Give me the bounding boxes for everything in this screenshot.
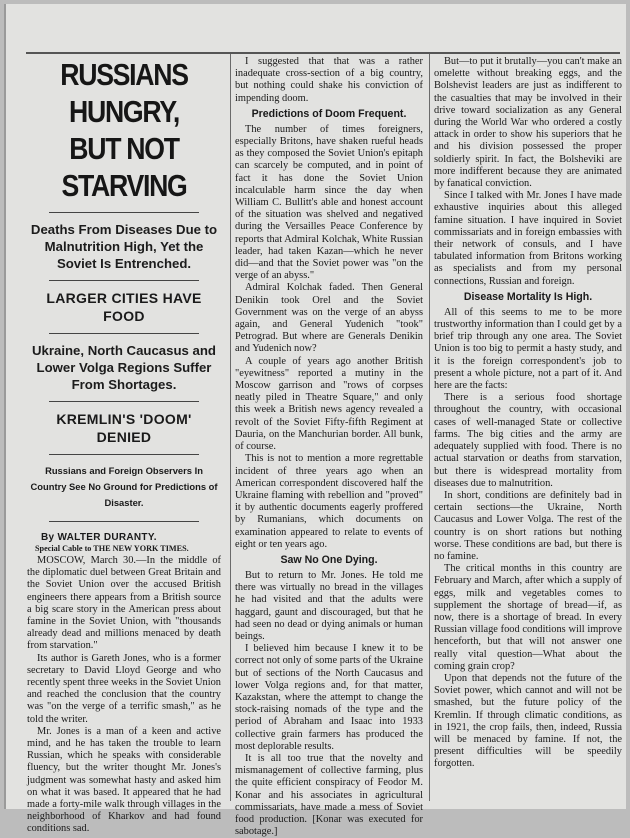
column-2 [235, 56, 423, 838]
column-3 [434, 56, 622, 771]
article-paragraph: I suggested that that was a rather inadequate cross-section of a big country, but nothing could shake his conviction of impending doom. [235, 56, 423, 104]
article-paragraph: Upon that depends not the future of the Soviet power, which cannot and will not be smashed, but the future policy of the Kremlin. If through climatic conditions, as in 1921, the crop fails, then, indeed, Russia will be menaced by famine. If not, the present difficulties will be speedily forgotten. [434, 672, 622, 770]
column-rule [230, 54, 231, 801]
divider [49, 401, 199, 402]
deck-5: Russians and Foreign Observers In Country See No Ground for Predictions of Disaster. [30, 465, 218, 508]
newspaper-page [4, 4, 626, 838]
divider [49, 212, 199, 213]
divider [49, 454, 199, 455]
article-paragraph: But—to put it brutally—you can't make an omelette without breaking eggs, and the Bolshevist leaders are just as indifferent to the casualties that may be involved in their drive toward socialization as any General during the World War who ordered a costly attack in order to show his superiors that he and his division possessed the proper soldierly spirit. In fact, the Bolsheviki are more indifferent because they are animated by fanatical conviction. [434, 56, 622, 190]
headline-line-1: RUSSIANS HUNGRY, [60, 57, 188, 129]
article-paragraph: But to return to Mr. Jones. He told me there was virtually no bread in the villages he had visited and that the adults were haggard, gaunt and discouraged, but that he had seen no dead or dying animals or human beings. [235, 569, 423, 642]
article-paragraph: In short, conditions are definitely bad in certain sections—the Ukraine, North Caucasus and Lower Volga. The rest of the country is on short rations but nothing worse. These conditions are bad, but there is no famine. [434, 489, 622, 562]
byline-credit: Special Cable to THE NEW YORK TIMES. [35, 544, 189, 553]
article-paragraph: Its author is Gareth Jones, who is a former secretary to David Lloyd George and who recently spent three weeks in the Soviet Union and reached the conclusion that the country was "on the verge of a terrific smash," as he told the writer. [27, 652, 221, 725]
article-paragraph: All of this seems to me to be more trustworthy information than I could get by a brief trip through any one area. The Soviet Union is too big to permit a hasty study, and it is the foreign correspondent's job to present a whole picture, not a part of it. And here are the facts: [434, 306, 622, 392]
article-paragraph: I believed him because I knew it to be correct not only of some parts of the Ukraine but of sections of the North Caucasus and lower Volga regions and, for that matter, Kazakstan, where the attempt to change the stock-raising nomads of the type and the period of Abraham and Isaac into 1933 collective grain farmers has produced the most deplorable results. [235, 643, 423, 752]
subhead: Disease Mortality Is High. [463, 290, 593, 303]
column-1 [27, 56, 221, 836]
divider [49, 521, 199, 522]
deck-4: KREMLIN'S 'DOOM' DENIED [56, 411, 192, 445]
headline-main [29, 56, 220, 204]
column-rule [429, 54, 430, 801]
article-paragraph: Admiral Kolchak faded. Then General Denikin took Orel and the Soviet Government was on the verge of an abyss again, and General Yudenich "took" Petrograd. But where are Generals Denikin and Yudenich now? [235, 282, 423, 355]
article-paragraph: The number of times foreigners, especially Britons, have shaken rueful heads as they composed the Soviet Union's epitaph can scarcely be computed, and in point of fact it has done the Soviet Union incalculable harm since the day when William C. Bullitt's able and honest account of the situation was shelved and negatived during the Versailles Peace Conference by reports that Admiral Kolchak, White Russian leader, had taken Kazan—which he never did—and that the Soviet power was "on the verge of an abyss." [235, 123, 423, 282]
article-paragraph: MOSCOW, March 30.—In the middle of the diplomatic duel between Great Britain and the Soviet Union over the accused British engineers there appears from a British source a big scare story in the American press about famine in the Soviet Union, with "thousands already dead and millions menaced by death from starvation." [27, 555, 221, 652]
subhead: Predictions of Doom Frequent. [251, 107, 407, 120]
deck-3: Ukraine, North Caucasus and Lower Volga Regions Suffer From Shortages. [32, 343, 216, 392]
divider [49, 280, 199, 281]
deck-2: LARGER CITIES HAVE FOOD [46, 290, 202, 324]
article-paragraph: This is not to mention a more regrettable incident of three years ago when an American correspondent discovered half the Ukraine flaming with rebellion and "proved" it by authentic documents eagerly proffered by Rumanians, which documents on examination appeared to relate to events of eight or ten years ago. [235, 453, 423, 550]
article-paragraph: It is all too true that the novelty and mismanagement of collective farming, plus the quite efficient conspiracy of Feodor M. Konar and his associates in agricultural commissariats, have made a mess of Soviet food production. [Konar was executed for sabotage.] [235, 752, 423, 838]
deck-1: Deaths From Diseases Due to Malnutrition High, Yet the Soviet Is Entrenched. [30, 222, 218, 271]
divider [49, 333, 199, 334]
headline-line-2: BUT NOT STARVING [61, 131, 187, 203]
subhead: Saw No One Dying. [280, 553, 378, 566]
article-paragraph: Since I talked with Mr. Jones I have made exhaustive inquiries about this alleged famine situation. I have inquired in Soviet commissariats and in foreign embassies with their network of consuls, and I have tabulated information from Britons working as specialists and from my personal connections, Russian and foreign. [434, 190, 622, 287]
byline: By WALTER DURANTY. [41, 532, 157, 543]
article-paragraph: Mr. Jones is a man of a keen and active mind, and he has taken the trouble to learn Russian, which he speaks with considerable fluency, but the writer thought Mr. Jones's judgment was somewhat hasty and asked him on what it was based. It appeared that he had made a forty-mile walk through villages in the neighborhood of Kharkov and had found conditions sad. [27, 725, 221, 835]
article-paragraph: A couple of years ago another British "eyewitness" reported a mutiny in the Moscow garrison and "rows of corpses neatly piled in Theatre Square," and only this week a British news agency revealed a revolt of the Soviet Fifty-fifth Regiment at Dauria, on the Manchurian border. All bunk, of course. [235, 355, 423, 453]
article-paragraph: There is a serious food shortage throughout the country, with occasional cases of well-managed State or collective farms. The big cities and the army are adequately supplied with food. There is no actual starvation or deaths from starvation, but there is widespread mortality from diseases due to malnutrition. [434, 392, 622, 489]
top-rule [26, 52, 620, 54]
article-paragraph: The critical months in this country are February and March, after which a supply of eggs, milk and vegetables comes to supplement the shortage of bread—if, as now, there is a shortage of bread. In every Russian village food conditions will improve henceforth, but that will not answer one really vital question—What about the coming grain crop? [434, 563, 622, 672]
